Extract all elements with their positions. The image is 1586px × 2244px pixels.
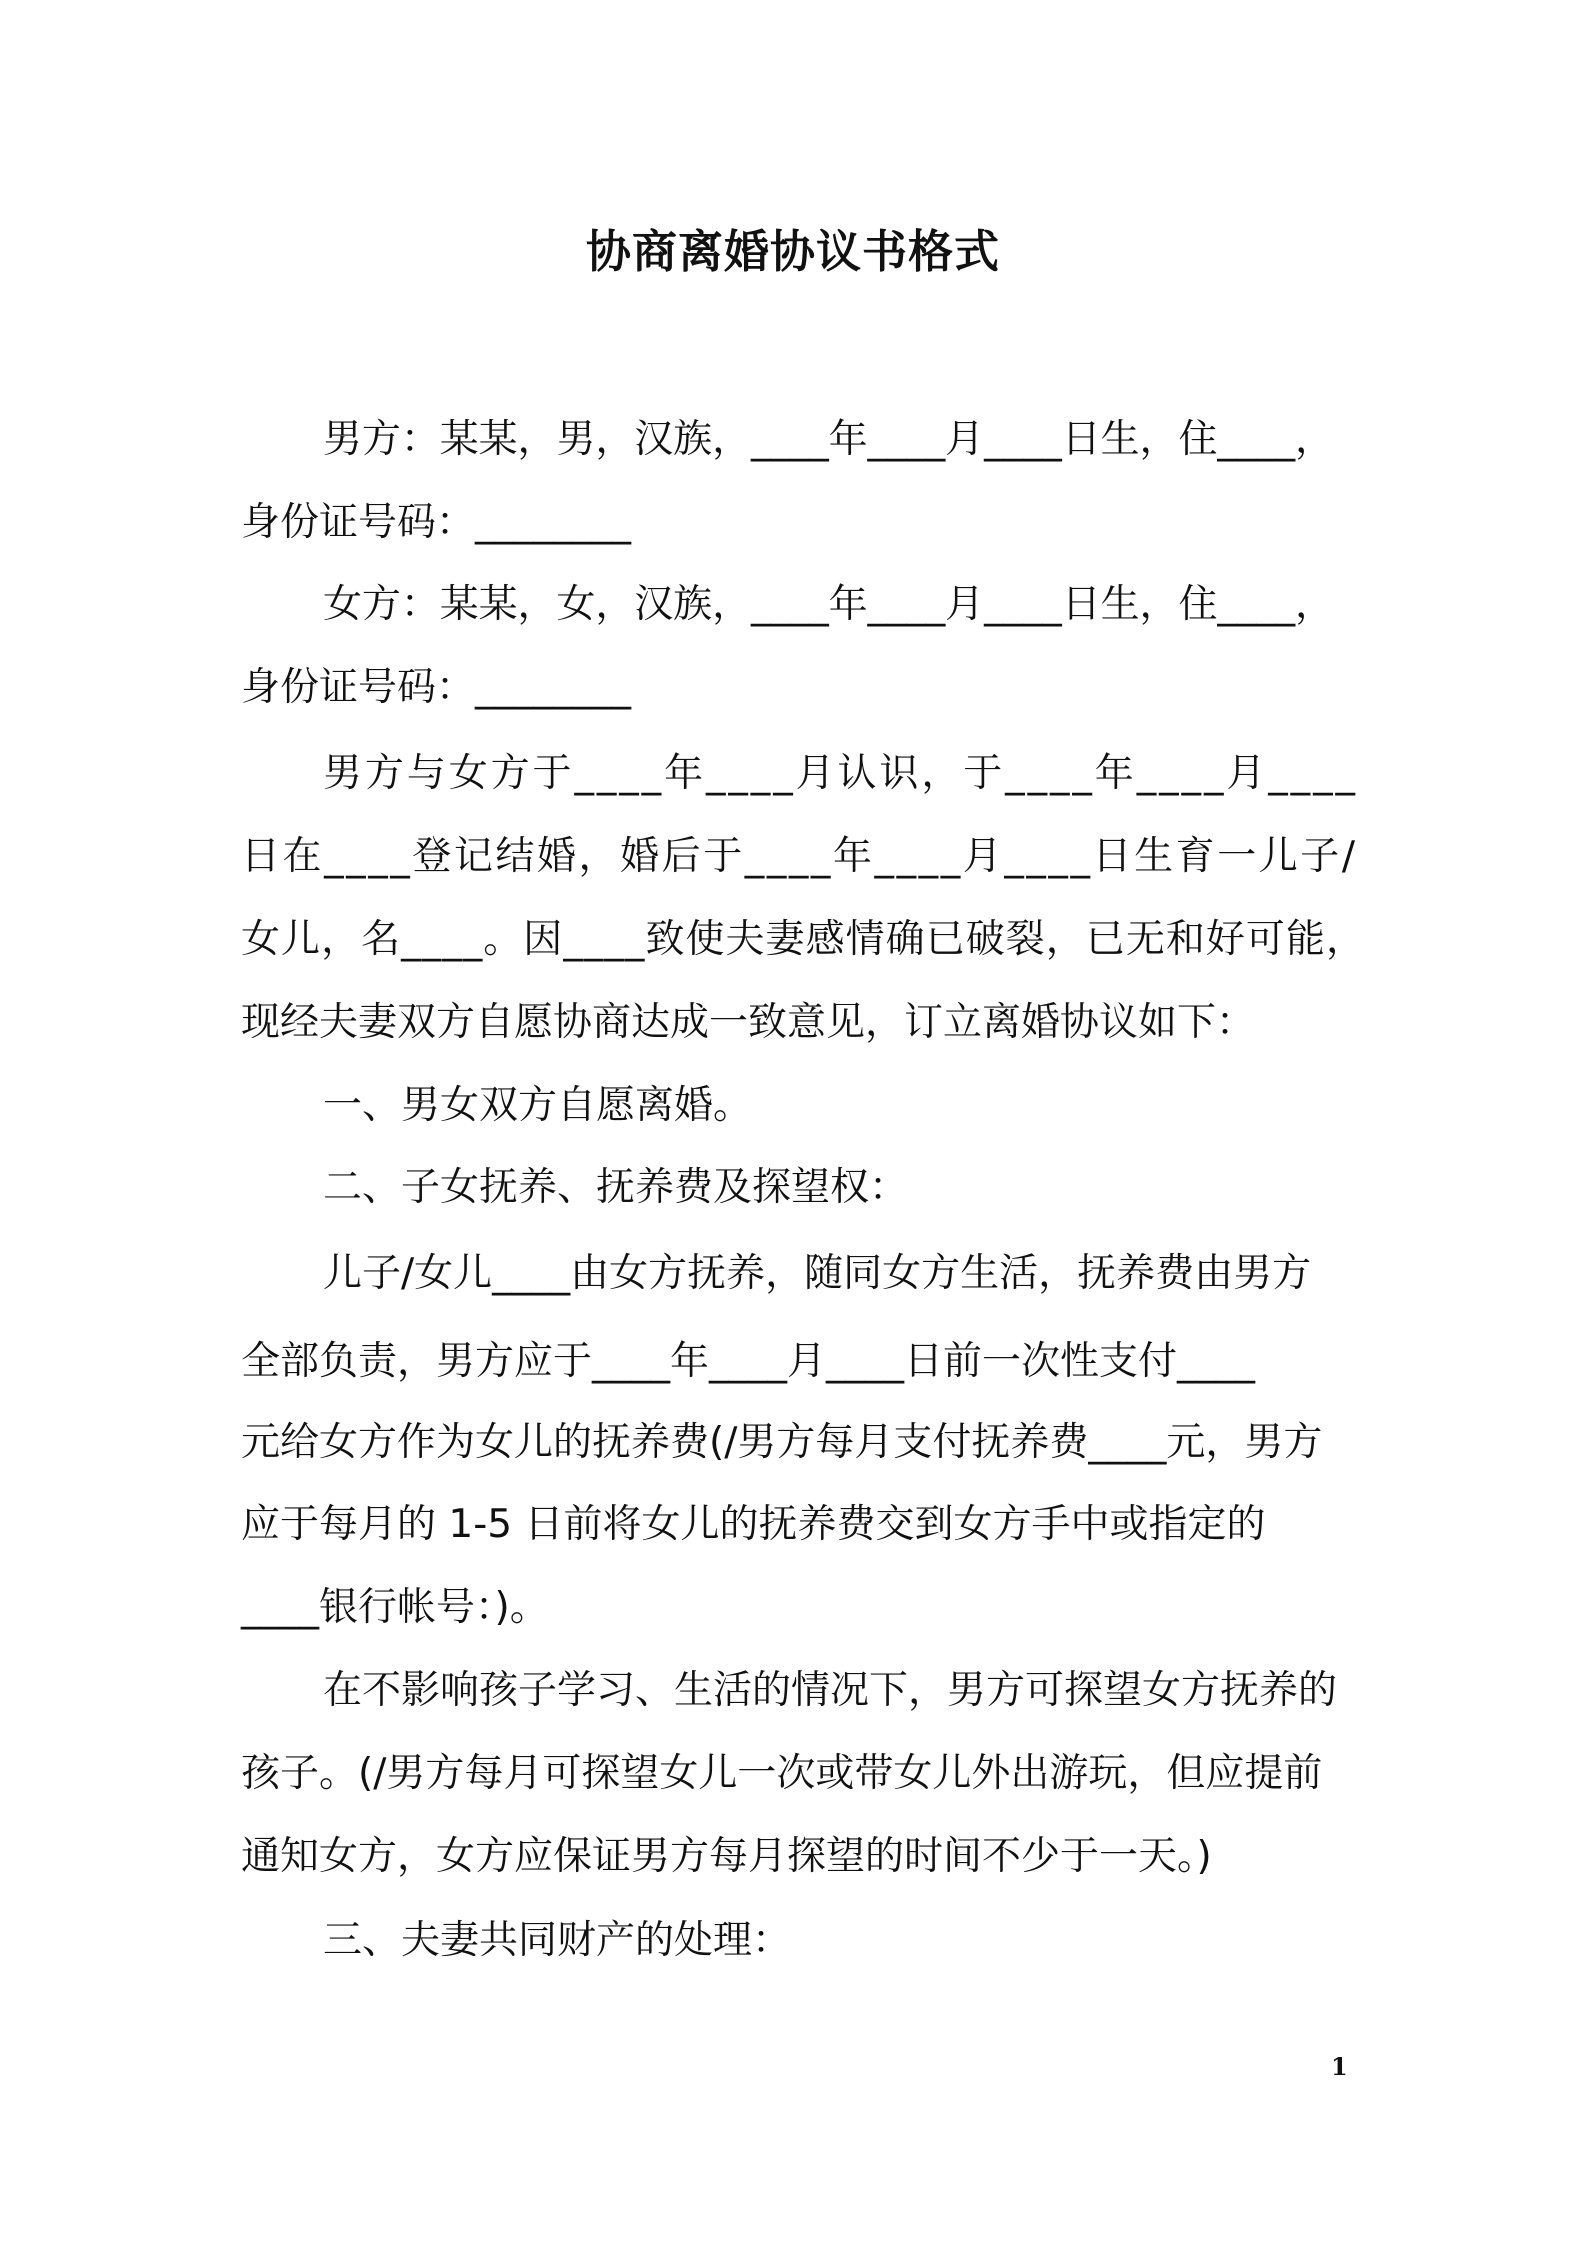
section-heading [0, 1906, 1586, 1976]
text-line [0, 1656, 1586, 1726]
section-heading [0, 1153, 1586, 1223]
line-text: 在不影响孩子学习、生活的情况下，男方可探望女方抚养的 [323, 1668, 1338, 1713]
line-text: 现经夫妻双方自愿协商达成一致意见，订立离婚协议如下： [241, 1000, 1256, 1045]
line-text: 身份证号码：________ [241, 665, 632, 710]
line-text: 应于每月的 1-5 日前将女儿的抚养费交到女方手中或指定的 [241, 1502, 1266, 1547]
line-text: 男方与女方于____年____月认识，于____年____月____ [323, 751, 1358, 796]
text-line [0, 988, 1586, 1058]
text-line [0, 822, 1586, 892]
line-text: 三、夫妻共同财产的处理： [323, 1918, 792, 1963]
line-text: 全部负责，男方应于____年____月____日前一次性支付____ [241, 1339, 1256, 1384]
text-line [0, 905, 1586, 975]
line-text: 女方：某某，女，汉族，____年____月____日生，住____， [323, 582, 1334, 627]
text-line [0, 1822, 1586, 1892]
text-line [0, 1408, 1586, 1478]
line-text: 身份证号码：________ [241, 500, 632, 545]
text-line [0, 570, 1586, 640]
section-heading [0, 1071, 1586, 1141]
line-text: 儿子/女儿____由女方抚养，随同女方生活，抚养费由男方 [323, 1251, 1312, 1296]
line-text: 孩子。(/男方每月可探望女儿一次或带女儿外出游玩，但应提前 [241, 1751, 1323, 1796]
text-line [0, 739, 1586, 809]
text-line [0, 653, 1586, 723]
line-text: 通知女方，女方应保证男方每月探望的时间不少于一天。) [241, 1834, 1212, 1879]
line-text: 男方：某某，男，汉族，____年____月____日生，住____， [323, 417, 1334, 462]
line-text: 二、子女抚养、抚养费及探望权： [323, 1165, 909, 1210]
line-text: 日在____登记结婚，婚后于____年____月____日生育一儿子/ [241, 834, 1358, 879]
text-line [0, 1490, 1586, 1560]
text-line [0, 405, 1586, 475]
text-line [0, 1739, 1586, 1809]
text-line [0, 1327, 1586, 1397]
line-text: 元给女方作为女儿的抚养费(/男方每月支付抚养费____元，男方 [241, 1420, 1323, 1465]
line-text: 女儿，名____。因____致使夫妻感情确已破裂，已无和好可能， [241, 917, 1367, 962]
page-number: 1 [1331, 2052, 1348, 2081]
text-line [0, 1573, 1586, 1643]
text-line [0, 1239, 1586, 1309]
line-text: ____银行帐号：)。 [241, 1585, 549, 1630]
line-text: 一、男女双方自愿离婚。 [323, 1083, 753, 1128]
text-line [0, 488, 1586, 558]
document-title: 协商离婚协议书格式 [585, 225, 1000, 278]
